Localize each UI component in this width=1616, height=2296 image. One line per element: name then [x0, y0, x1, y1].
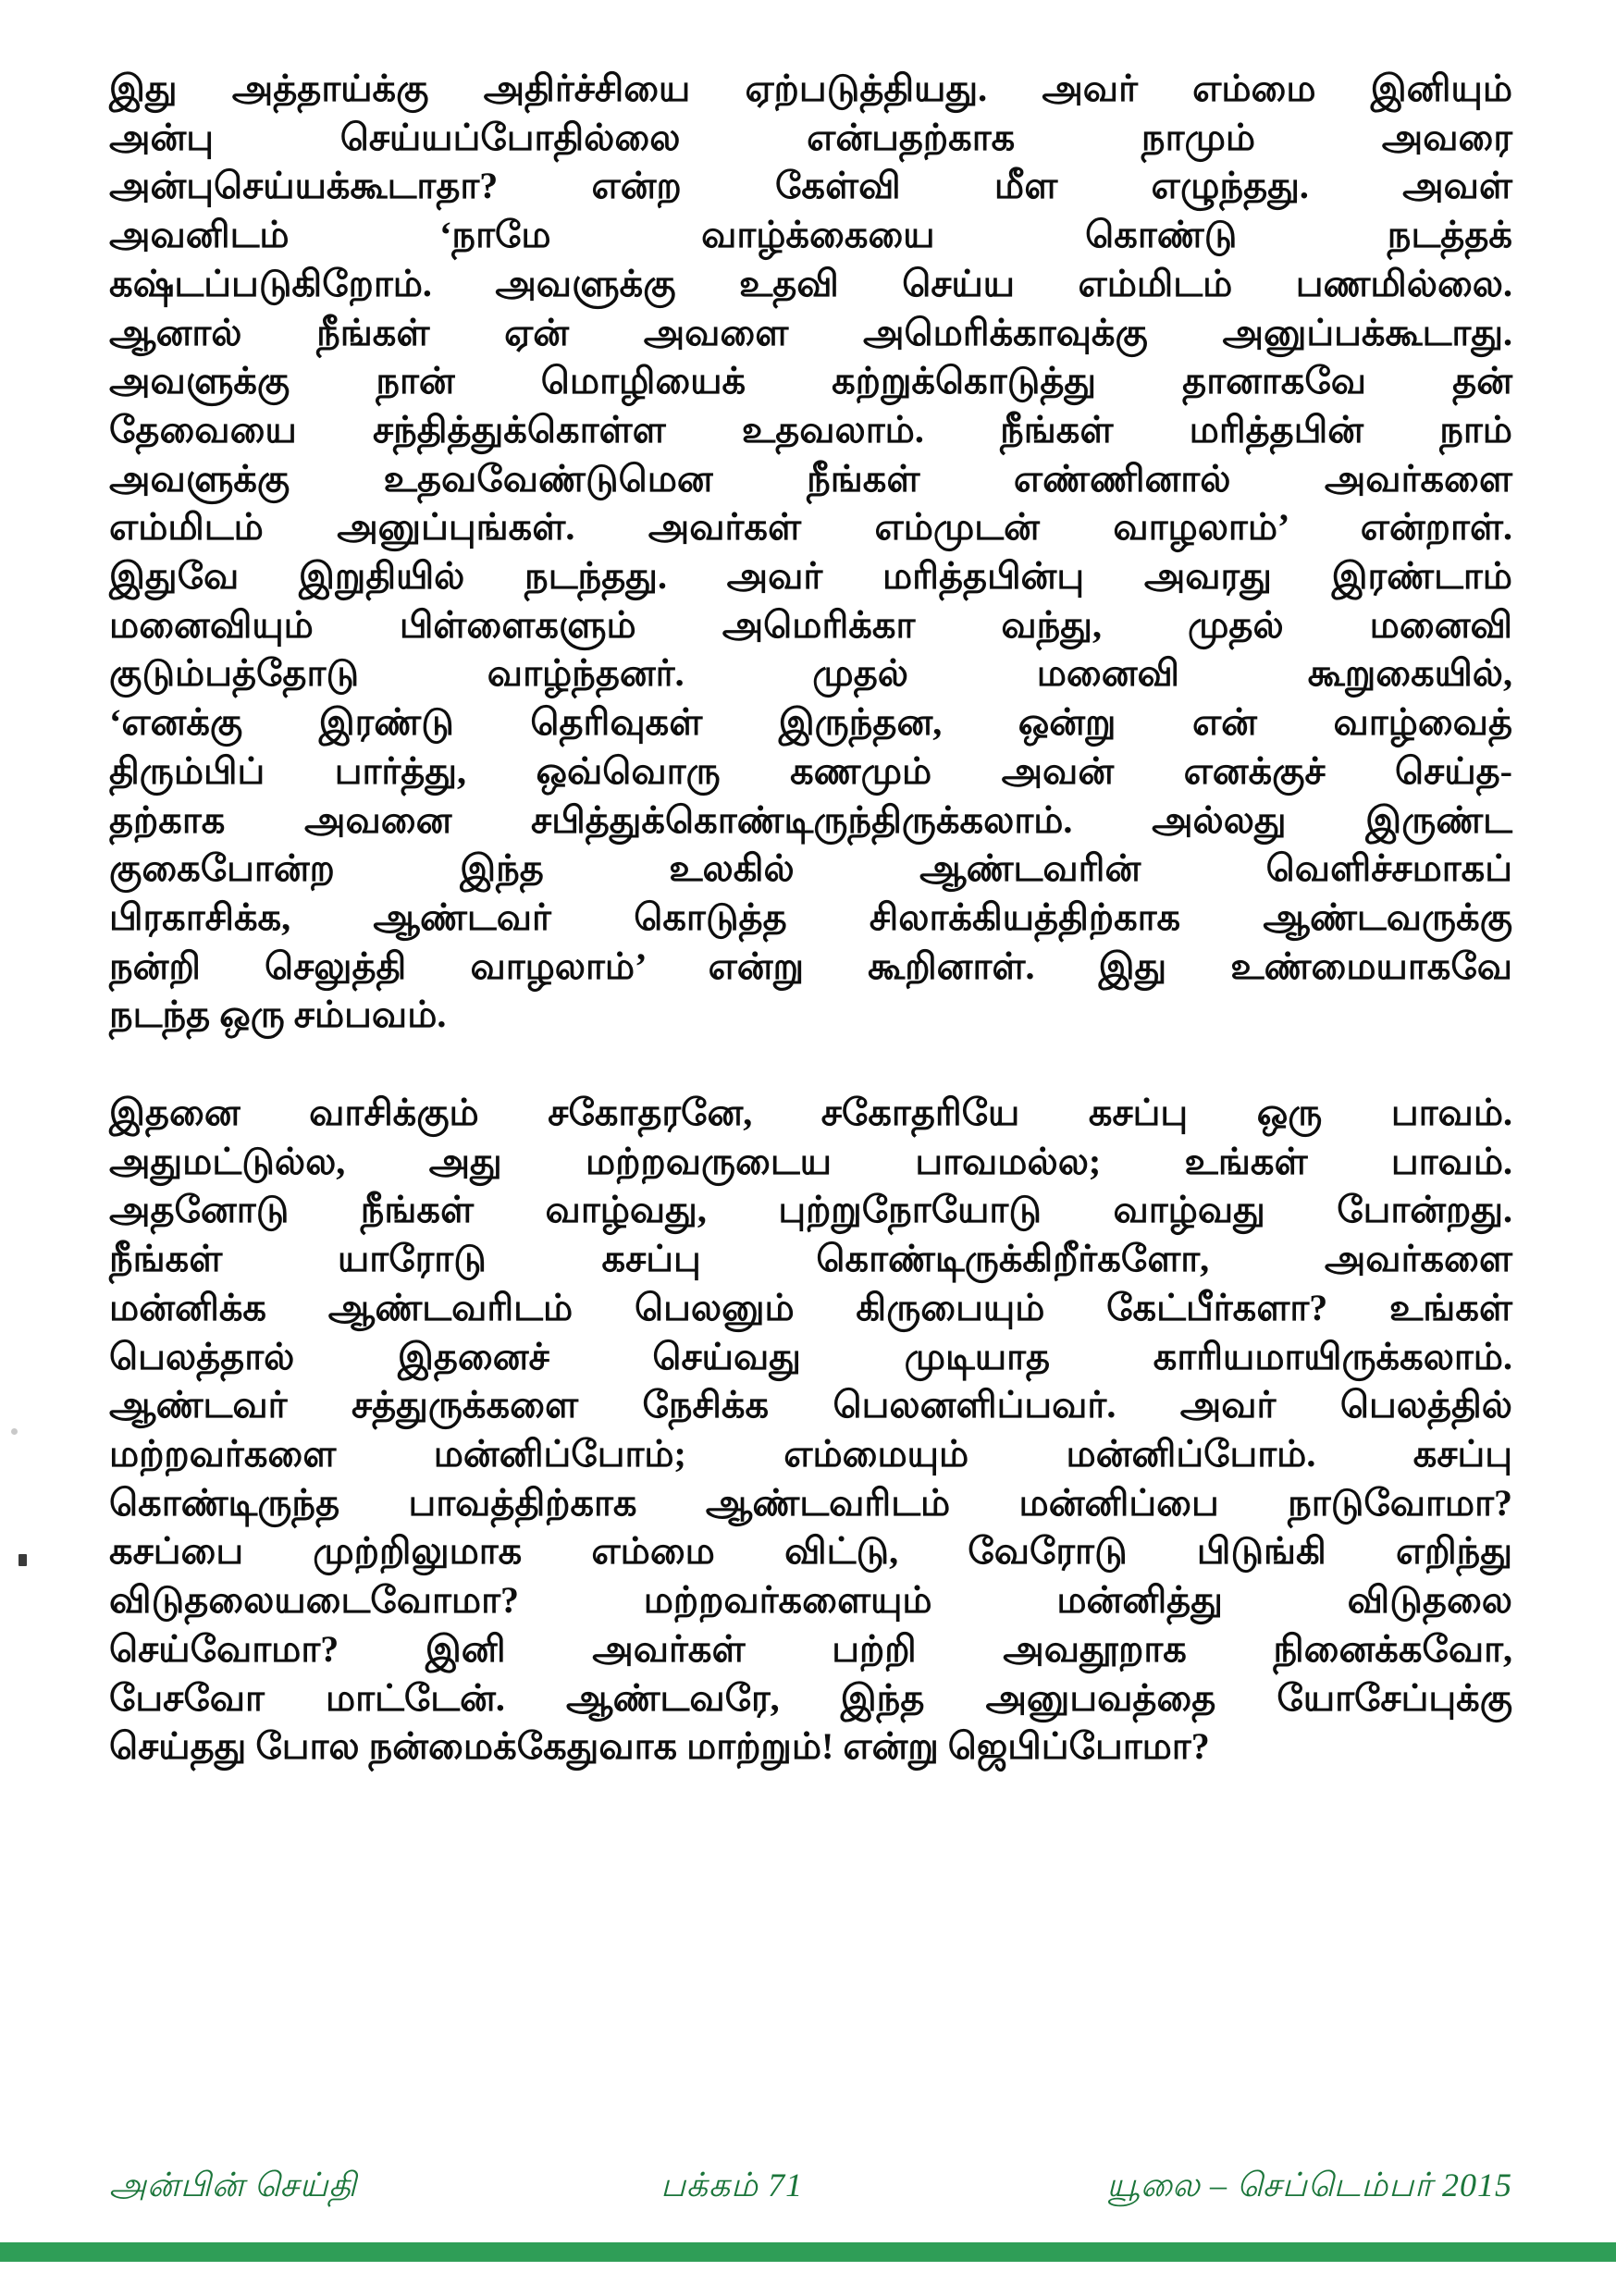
- text-line: திரும்பிப் பார்த்து, ஒவ்வொரு கணமும் அவன் எனக்குச் செய்த-: [109, 749, 1512, 792]
- text-line: நடந்த ஒரு சம்பவம்.: [109, 994, 447, 1036]
- scan-artifact-speck: [19, 1554, 27, 1566]
- text-line: நன்றி செலுத்தி வாழலாம்’ என்று கூறினாள். இது உண்மையாகவே: [109, 944, 1512, 987]
- text-line: விடுதலையடைவோமா? மற்றவர்களையும் மன்னித்து விடுதலை: [109, 1579, 1512, 1622]
- text-line: அவளுக்கு உதவவேண்டுமென நீங்கள் எண்ணினால் அவர்களை: [109, 457, 1512, 500]
- text-line: கஷ்டப்படுகிறோம். அவளுக்கு உதவி செய்ய எம்மிடம் பணமில்லை.: [109, 262, 1512, 304]
- paragraph: [109, 1089, 1512, 1771]
- text-line: இது அத்தாய்க்கு அதிர்ச்சியை ஏற்படுத்தியது. அவர் எம்மை இனியும்: [109, 68, 1512, 109]
- text-line: பிரகாசிக்க, ஆண்டவர் கொடுத்த சிலாக்கியத்திற்காக ஆண்டவருக்கு: [109, 895, 1512, 938]
- text-line: ‘எனக்கு இரண்டு தெரிவுகள் இருந்தன, ஒன்று என் வாழ்வைத்: [109, 701, 1512, 744]
- text-line: கசப்பை முற்றிலுமாக எம்மை விட்டு, வேரோடு பிடுங்கி எறிந்து: [109, 1530, 1512, 1573]
- footer-issue-date: யூலை – செப்டெம்பர் 2015: [1106, 2166, 1512, 2203]
- footer-magazine-title: அன்பின் செய்தி: [109, 2166, 357, 2203]
- text-line: நீங்கள் யாரோடு கசப்பு கொண்டிருக்கிறீர்களோ, அவர்களை: [109, 1238, 1512, 1280]
- text-line: அதனோடு நீங்கள் வாழ்வது, புற்றுநோயோடு வாழ்வது போன்றது.: [109, 1189, 1512, 1231]
- text-line: அவளுக்கு நான் மொழியைக் கற்றுக்கொடுத்து தானாகவே தன்: [109, 360, 1512, 402]
- text-line: தற்காக அவனை சபித்துக்கொண்டிருந்திருக்கலாம். அல்லது இருண்ட: [109, 798, 1512, 841]
- text-line: குடும்பத்தோடு வாழ்ந்தனர். முதல் மனைவி கூறுகையில்,: [109, 652, 1512, 695]
- paragraph: [109, 65, 1512, 1040]
- text-line: தேவையை சந்தித்துக்கொள்ள உதவலாம். நீங்கள் மரித்தபின் நாம்: [109, 408, 1512, 451]
- text-line: அதுமட்டுல்ல, அது மற்றவருடைய பாவமல்ல; உங்கள் பாவம்.: [109, 1140, 1512, 1182]
- page-footer: [109, 2157, 1512, 2213]
- text-line: செய்தது போல நன்மைக்கேதுவாக மாற்றும்! என்று ஜெபிப்போமா?: [109, 1725, 1210, 1768]
- text-line: பேசவோ மாட்டேன். ஆண்டவரே, இந்த அனுபவத்தை யோசேப்புக்கு: [109, 1676, 1512, 1719]
- footer-divider-bar: [0, 2242, 1616, 2262]
- body-text: [109, 65, 1512, 1821]
- text-line: அவனிடம் ‘நாமே வாழ்க்கையை கொண்டு நடத்தக்: [109, 214, 1512, 256]
- text-line: கொண்டிருந்த பாவத்திற்காக ஆண்டவரிடம் மன்னிப்பை நாடுவோமா?: [109, 1481, 1512, 1524]
- text-line: ஆண்டவர் சத்துருக்களை நேசிக்க பெலனளிப்பவர். அவர் பெலத்தில்: [109, 1384, 1512, 1426]
- text-line: மற்றவர்களை மன்னிப்போம்; எம்மையும் மன்னிப்போம். கசப்பு: [109, 1432, 1512, 1475]
- text-line: எம்மிடம் அனுப்புங்கள். அவர்கள் எம்முடன் வாழலாம்’ என்றாள்.: [109, 506, 1512, 549]
- scan-artifact-speck: [11, 1428, 18, 1435]
- text-line: மனைவியும் பிள்ளைகளும் அமெரிக்கா வந்து, முதல் மனைவி: [109, 603, 1512, 646]
- text-line: பெலத்தால் இதனைச் செய்வது முடியாத காரியமாயிருக்கலாம்.: [109, 1335, 1512, 1377]
- text-line: செய்வோமா? இனி அவர்கள் பற்றி அவதூறாக நினைக்கவோ,: [109, 1627, 1512, 1670]
- text-line: மன்னிக்க ஆண்டவரிடம் பெலனும் கிருபையும் கேட்பீர்களா? உங்கள்: [109, 1286, 1512, 1328]
- text-line: ஆனால் நீங்கள் ஏன் அவளை அமெரிக்காவுக்கு அனுப்பக்கூடாது.: [109, 311, 1512, 353]
- text-line: அன்பு செய்யப்போதில்லை என்பதற்காக நாமும் அவரை: [109, 116, 1512, 158]
- text-line: குகைபோன்ற இந்த உலகில் ஆண்டவரின் வெளிச்சமாகப்: [109, 847, 1512, 890]
- text-line: இதனை வாசிக்கும் சகோதரனே, சகோதரியே கசப்பு ஒரு பாவம்.: [109, 1092, 1512, 1134]
- footer-page-number: பக்கம் 71: [660, 2166, 804, 2203]
- text-line: இதுவே இறுதியில் நடந்தது. அவர் மரித்தபின்பு அவரது இரண்டாம்: [109, 555, 1512, 598]
- text-line: அன்புசெய்யக்கூடாதா? என்ற கேள்வி மீள எழுந்தது. அவள்: [109, 165, 1512, 207]
